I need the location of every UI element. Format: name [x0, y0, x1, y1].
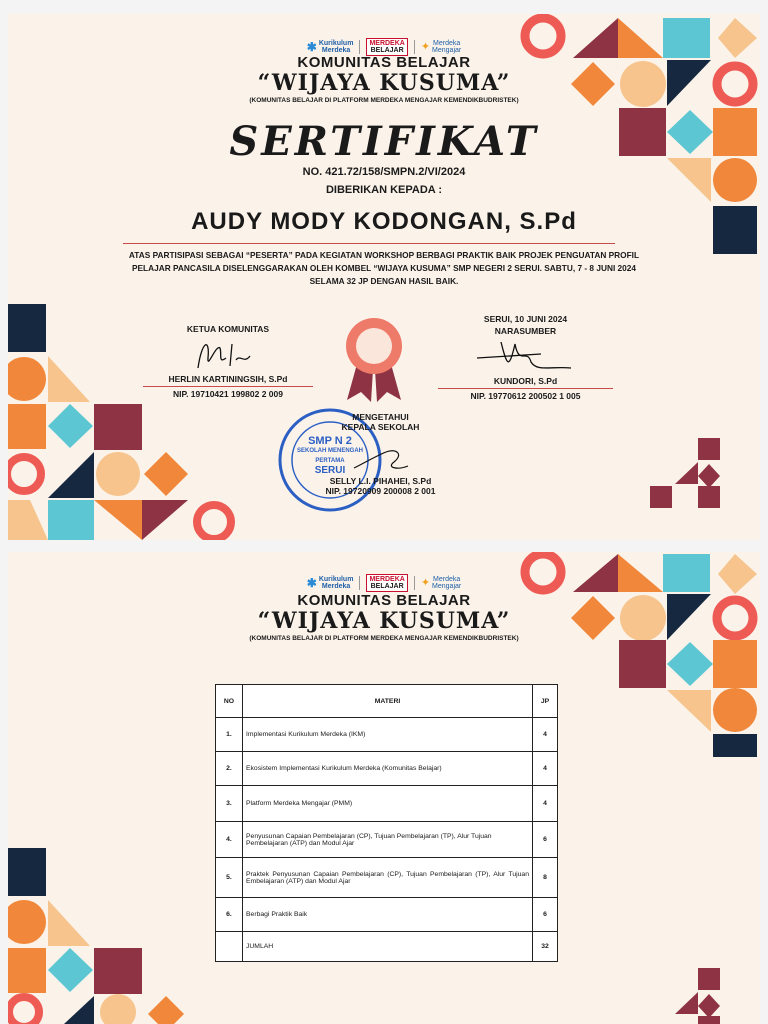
- signature-center: [293, 412, 468, 496]
- stamp-text: SMP N 2: [308, 435, 352, 447]
- signer-name: HERLIN KARTININGSIH, S.Pd: [168, 374, 288, 384]
- signer-nip: NIP. 19710421 199802 2 009: [173, 389, 283, 399]
- row-jp: 4: [533, 752, 558, 786]
- table-row: [216, 898, 558, 932]
- handwritten-signature-icon: [471, 336, 581, 376]
- stamp-text: PERTAMA: [315, 458, 345, 464]
- total-value: 32: [533, 932, 558, 962]
- signature-right: [438, 314, 613, 401]
- geometric-decoration-bottom-left: [8, 848, 208, 1024]
- signature-left: [143, 324, 313, 399]
- community-name: “WIJAYA KUSUMA”: [257, 70, 511, 96]
- row-material: Ekosistem Implementasi Kurikulum Merdeka (Komunitas Belajar): [243, 752, 533, 786]
- merdeka-belajar-logo: MERDEKA BELAJAR: [366, 38, 407, 56]
- table-row: [216, 858, 558, 898]
- signer-nip: NIP. 19720909 200008 2 001: [325, 486, 436, 496]
- row-material: Platform Merdeka Mengajar (PMM): [243, 786, 533, 822]
- signer-label: MENGETAHUI: [352, 412, 409, 422]
- row-material: Berbagi Praktik Baik: [243, 898, 533, 932]
- community-label: KOMUNITAS BELAJAR: [297, 54, 471, 71]
- row-material: Implementasi Kurikulum Merdeka (IKM): [243, 718, 533, 752]
- row-number: 2.: [216, 752, 243, 786]
- geometric-decoration-small: [648, 434, 728, 514]
- logo-divider: [414, 576, 415, 590]
- row-material: Praktek Penyusunan Capaian Pembelajaran (CP), Tujuan Pembelajaran (TP), Alur Tujuan Embelajaran (ATP) dan Modul Ajar: [243, 858, 533, 898]
- signer-name: KUNDORI, S.Pd: [493, 376, 558, 386]
- table-total-row: [216, 932, 558, 962]
- column-header-no: NO: [216, 685, 243, 718]
- merdeka-belajar-logo: MERDEKA BELAJAR: [366, 574, 407, 592]
- community-subtitle: (KOMUNITAS BELAJAR DI PLATFORM MERDEKA MENGAJAR KEMENDIKBUDRISTEK): [249, 97, 519, 104]
- row-jp: 8: [533, 858, 558, 898]
- handwritten-signature-icon: [188, 334, 268, 374]
- merdeka-mengajar-logo: ✦ Merdeka Mengajar: [420, 40, 462, 54]
- signer-name: SELLY L.I. PIHAHEI, S.Pd: [329, 476, 432, 486]
- materials-page: [8, 552, 760, 1024]
- row-jp: 4: [533, 718, 558, 752]
- materials-table: [215, 684, 558, 962]
- stamp-text: SERUI: [314, 465, 346, 476]
- column-header-materi: MATERI: [243, 685, 533, 718]
- logo-divider: [359, 576, 360, 590]
- stamp-text: SEKOLAH MENENGAH: [296, 448, 363, 454]
- ribbon-badge-icon: [343, 314, 405, 404]
- row-number: 6.: [216, 898, 243, 932]
- row-number: 3.: [216, 786, 243, 822]
- signer-nip: NIP. 19770612 200502 1 005: [470, 391, 581, 401]
- name-underline: [123, 243, 615, 244]
- certificate-page: [8, 14, 760, 540]
- table-row: [216, 786, 558, 822]
- given-to-label: DIBERIKAN KEPADA :: [325, 184, 443, 196]
- community-subtitle: (KOMUNITAS BELAJAR DI PLATFORM MERDEKA MENGAJAR KEMENDIKBUDRISTEK): [249, 635, 519, 642]
- table-header-row: [216, 685, 558, 718]
- kurikulum-merdeka-logo: ✱ Kurikulum Merdeka: [306, 575, 354, 590]
- row-number: 4.: [216, 822, 243, 858]
- certificate-description: ATAS PARTISIPASI SEBAGAI “PESERTA” PADA KEGIATAN WORKSHOP BERBAGI PRAKTIK BAIK PROJEK PENGUATAN PROFIL PELAJAR PANCASILA DISELENGGARAKAN OLEH KOMBEL “WIJAYA KUSUMA” SMP NEGERI 2 SERUI. SABTU, 7 - 8 JUNI 2024 SELAMA 32 JP DENGAN HASIL BAIK.: [128, 250, 640, 286]
- signature-date: SERUI, 10 JUNI 2024: [483, 314, 568, 324]
- partner-logos: [8, 574, 760, 592]
- signer-role: KETUA KOMUNITAS: [186, 324, 270, 334]
- handwritten-signature-icon: [346, 432, 416, 476]
- certificate-title: SERTIFIKAT: [229, 118, 539, 165]
- row-number: 5.: [216, 858, 243, 898]
- signer-role: NARASUMBER: [494, 326, 557, 336]
- kurikulum-merdeka-logo: ✱ Kurikulum Merdeka: [306, 39, 354, 54]
- row-number: 1.: [216, 718, 243, 752]
- table-row: [216, 822, 558, 858]
- signature-line: [143, 386, 313, 387]
- total-label: JUMLAH: [243, 932, 533, 962]
- logo-divider: [359, 40, 360, 54]
- column-header-jp: JP: [533, 685, 558, 718]
- table-row: [216, 718, 558, 752]
- signature-line: [438, 388, 613, 389]
- recipient-name: AUDY MODY KODONGAN, S.Pd: [191, 208, 577, 235]
- row-jp: 6: [533, 822, 558, 858]
- row-jp: 4: [533, 786, 558, 822]
- row-jp: 6: [533, 898, 558, 932]
- geometric-decoration-small: [648, 962, 728, 1024]
- certificate-number: NO. 421.72/158/SMPN.2/VI/2024: [302, 166, 466, 178]
- signer-role: KEPALA SEKOLAH: [341, 422, 420, 432]
- community-name: “WIJAYA KUSUMA”: [257, 608, 511, 634]
- row-material: Penyusunan Capaian Pembelajaran (CP), Tujuan Pembelajaran (TP), Alur Tujuan Pembelajaran (ATP) dan Modul Ajar: [243, 822, 533, 858]
- table-row: [216, 752, 558, 786]
- merdeka-mengajar-logo: ✦ Merdeka Mengajar: [420, 576, 462, 590]
- logo-divider: [414, 40, 415, 54]
- community-label: KOMUNITAS BELAJAR: [297, 592, 471, 609]
